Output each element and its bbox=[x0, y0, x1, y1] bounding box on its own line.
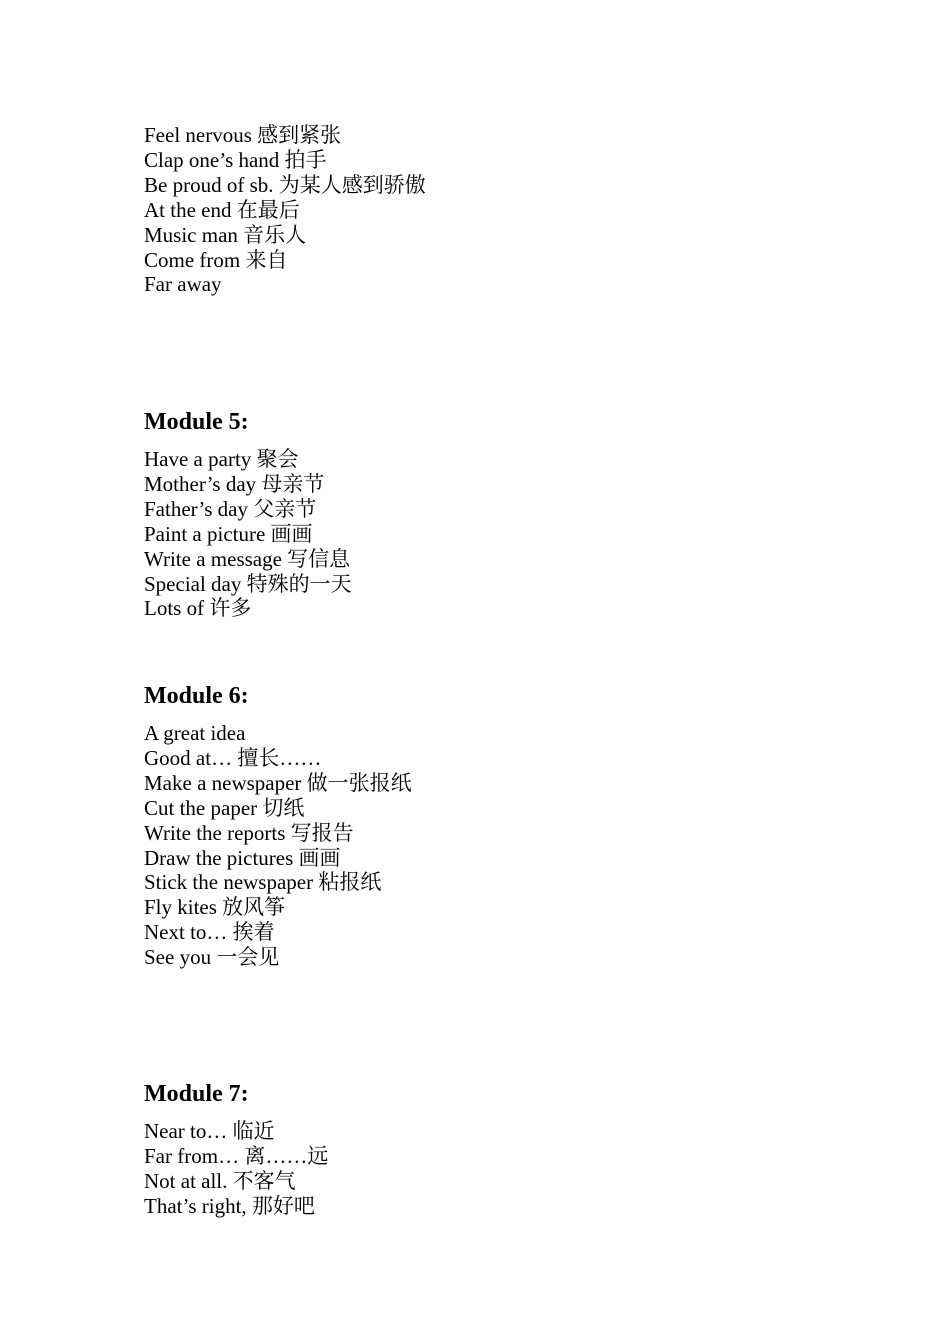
vocab-item: Mother’s day 母亲节 bbox=[144, 471, 325, 496]
module-5-heading: Module 5: bbox=[144, 409, 249, 435]
vocab-item: Draw the pictures 画画 bbox=[144, 845, 341, 870]
vocab-item: Far from… 离……远 bbox=[144, 1143, 329, 1168]
vocab-item: Have a party 聚会 bbox=[144, 447, 299, 471]
vocab-item: Not at all. 不客气 bbox=[144, 1168, 296, 1193]
vocab-item: See you 一会见 bbox=[144, 945, 280, 970]
vocab-item: Write a message 写信息 bbox=[144, 546, 351, 571]
vocab-item: Near to… 临近 bbox=[144, 1119, 275, 1143]
vocab-item: Cut the paper 切纸 bbox=[144, 795, 305, 820]
vocab-item: Father’s day 父亲节 bbox=[144, 496, 317, 521]
vocab-list-module-6 bbox=[144, 721, 412, 970]
vocab-list-module-7 bbox=[144, 1119, 328, 1219]
vocab-item: Special day 特殊的一天 bbox=[144, 571, 352, 596]
vocab-item: Clap one’s hand 拍手 bbox=[144, 147, 327, 172]
vocab-item: Make a newspaper 做一张报纸 bbox=[144, 770, 412, 795]
vocab-item: Lots of 许多 bbox=[144, 596, 252, 621]
vocab-item: That’s right, 那好吧 bbox=[144, 1193, 315, 1218]
module-7-heading: Module 7: bbox=[144, 1081, 249, 1107]
vocab-item: Good at… 擅长…… bbox=[144, 745, 322, 770]
vocab-item: Write the reports 写报告 bbox=[144, 820, 354, 845]
vocab-item: Be proud of sb. 为某人感到骄傲 bbox=[144, 172, 426, 197]
vocab-item: A great idea bbox=[144, 721, 246, 745]
vocab-list-module-5 bbox=[144, 447, 352, 621]
vocab-item: At the end 在最后 bbox=[144, 197, 300, 222]
vocab-item: Fly kites 放风筝 bbox=[144, 895, 286, 920]
vocab-list-intro bbox=[144, 123, 426, 297]
vocab-item: Feel nervous 感到紧张 bbox=[144, 123, 342, 147]
vocab-item: Far away bbox=[144, 272, 222, 297]
vocab-item: Music man 音乐人 bbox=[144, 222, 307, 247]
vocab-item: Paint a picture 画画 bbox=[144, 521, 313, 546]
vocab-item: Stick the newspaper 粘报纸 bbox=[144, 870, 382, 895]
vocab-item: Come from 来自 bbox=[144, 247, 288, 272]
vocab-item: Next to… 挨着 bbox=[144, 920, 275, 945]
module-6-heading: Module 6: bbox=[144, 683, 249, 709]
